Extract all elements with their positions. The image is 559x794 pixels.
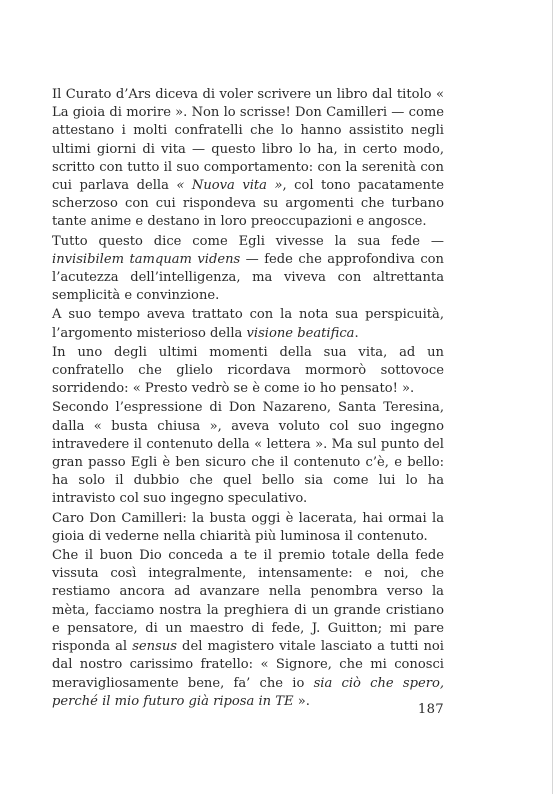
italic-text: « Nuova vita »	[176, 178, 283, 194]
text-run: In uno degli ultimi momenti della sua vita, ad un confratello che glielo ricordava mormorò sottovoce sorridendo: « Presto vedrò se è come io ho pensato! ».	[52, 344, 444, 397]
paragraph	[52, 86, 444, 232]
paragraph	[52, 344, 444, 399]
text-run: .	[354, 325, 359, 341]
text-run: Che il buon Dio conceda a te il premio totale della fede vissuta così integralmente, intensamente: e noi, che restiamo ancora ad avanzare nella penombra verso la mèta, facciamo nostra la preghiera di un grande cristiano e pensatore, di un maestro di fede, J. Guitton; mi pare risponda al	[52, 548, 444, 655]
text-run: Caro Don Camilleri: la busta oggi è lacerata, hai ormai la gioia di vederne nella chiarità più luminosa il contenuto.	[52, 510, 444, 544]
body-text	[52, 86, 444, 711]
text-run: Il Curato d’Ars diceva di voler scrivere un libro dal titolo « La gioia di morire ». Non lo scrisse! Don Camilleri — come attestano i molti confratelli che lo hanno assistito negli ultimi giorni di vita — questo libro lo ha, in certo modo, scritto con tutto il suo comportamento: con la serenità con cui parlava della	[52, 87, 444, 194]
text-run: del magistero vitale lasciato a tutti noi dal nostro carissimo fratello: « Signore, che mi conosci meravigliosamente bene, fa’ che io	[52, 639, 444, 691]
text-run: — fede che approfondiva con l’acutezza dell’intelligenza, ma viveva con altrettanta semplicità e convinzione.	[52, 251, 444, 304]
paragraph	[52, 399, 444, 508]
text-run: Tutto questo dice come Egli vivesse la sua fede —	[52, 233, 444, 249]
italic-text: sia ciò che spero, perché il mio futuro già riposa in TE	[52, 675, 445, 709]
paragraph	[52, 547, 444, 711]
text-run: , col tono pacatamente scherzoso con cui rispondeva su argomenti che turbano tante anime e destano in loro preoccupazioni e angosce.	[52, 178, 444, 230]
italic-text: sensus	[132, 639, 177, 655]
paragraph	[52, 233, 444, 306]
page-number: 187	[417, 702, 444, 717]
text-run: A suo tempo aveva trattato con la nota sua perspicuità, l’argomento misterioso della	[52, 307, 444, 341]
italic-text: invisibilem tamquam videns	[52, 251, 241, 267]
text-run: ».	[293, 693, 310, 709]
page-edge-line	[552, 0, 553, 794]
paragraph	[52, 510, 444, 546]
text-run: Secondo l’espressione di Don Nazareno, Santa Teresina, dalla « busta chiusa », aveva voluto col suo ingegno intravedere il contenuto della « lettera ». Ma sul punto del gran passo Egli è ben sicuro che il contenuto c’è, e bello: ha solo il dubbio che quel bello sia come lui lo ha intravisto col suo ingegno speculativo.	[52, 400, 444, 507]
paragraph	[52, 306, 444, 342]
italic-text: visione beatifica	[246, 325, 355, 341]
